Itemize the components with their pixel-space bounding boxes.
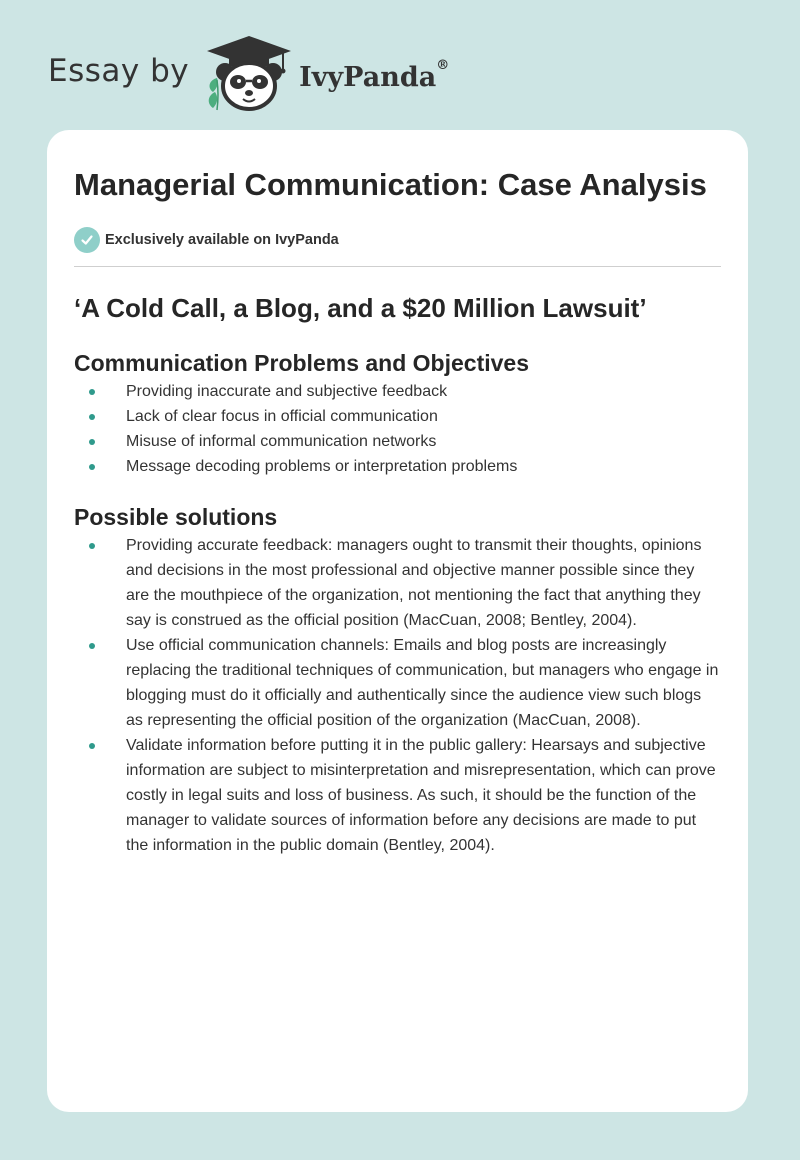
solutions-list: [74, 533, 721, 858]
registered-mark: ®: [436, 57, 450, 73]
list-item: Providing accurate feedback: managers ought to transmit their thoughts, opinions and decisions in the most professional and objective manner possible since they are the mouthpiece of the organization, not mentioning the fact that anything they say is construed as the official position (MacCuan, 2008; Bentley, 2004).: [74, 533, 721, 633]
panda-graduate-icon: [203, 34, 295, 114]
list-item: Misuse of informal communication networks: [74, 429, 721, 454]
list-item: Message decoding problems or interpretation problems: [74, 454, 721, 479]
check-icon: [74, 227, 100, 253]
problems-list: [74, 379, 721, 479]
list-item: Lack of clear focus in official communication: [74, 404, 721, 429]
exclusive-label: Exclusively available on IvyPanda: [105, 232, 339, 248]
problems-heading: Communication Problems and Objectives: [74, 350, 529, 376]
solutions-heading: Possible solutions: [74, 504, 278, 530]
essay-card: [47, 130, 748, 1112]
exclusive-badge: [74, 226, 721, 254]
brand-name: IvyPanda®: [299, 57, 450, 93]
essay-by-label: Essay by: [48, 53, 190, 89]
list-item: Use official communication channels: Emails and blog posts are increasingly replacing the traditional techniques of communication, but managers who engage in blogging must do it officially and authentically since the audience view such blogs as representing the official position of the organization (MacCuan, 2008).: [74, 633, 721, 733]
brand-header: [48, 34, 449, 114]
list-item: Validate information before putting it in the public gallery: Hearsays and subjective information are subject to misinterpretation and misrepresentation, which can prove costly in legal suits and loss of business. As such, it should be the function of the manager to validate sources of information before any decisions are made to put the information in the public domain (Bentley, 2004).: [74, 733, 721, 858]
section-title: ‘A Cold Call, a Blog, and a $20 Million Lawsuit’: [74, 293, 647, 323]
document-title: Managerial Communication: Case Analysis: [74, 167, 707, 202]
list-item: Providing inaccurate and subjective feedback: [74, 379, 721, 404]
title-divider: [74, 266, 721, 267]
